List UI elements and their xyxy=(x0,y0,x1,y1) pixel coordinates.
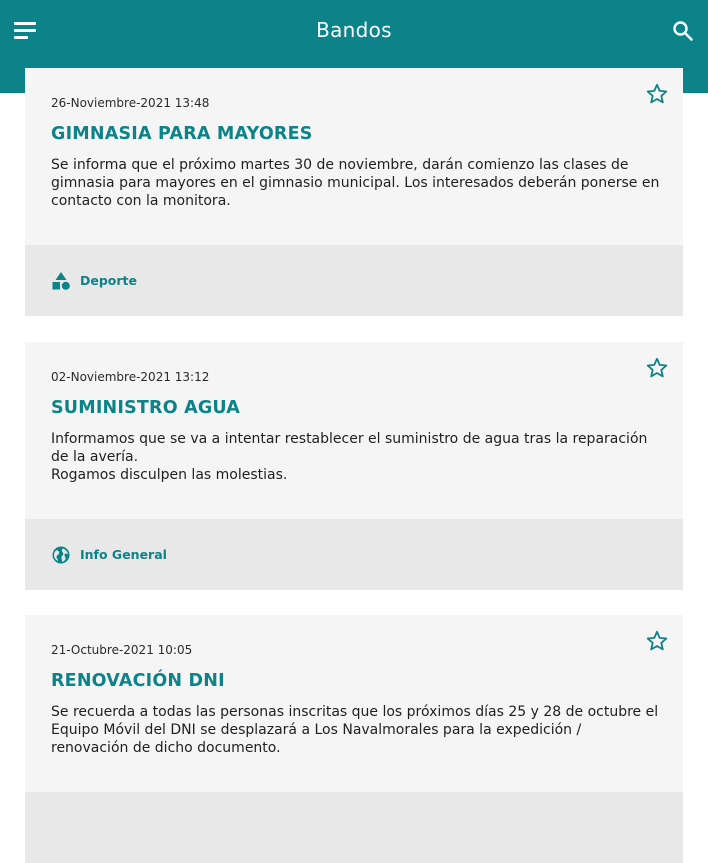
post-category[interactable] xyxy=(25,245,683,316)
post-category[interactable] xyxy=(25,519,683,590)
page-title: Bandos xyxy=(316,18,392,42)
shapes-icon xyxy=(51,271,71,291)
post-title: SUMINISTRO AGUA xyxy=(51,398,241,418)
post-date: 02-Noviembre-2021 13:12 xyxy=(51,370,210,384)
post-date: 26-Noviembre-2021 13:48 xyxy=(51,96,210,110)
star-icon[interactable] xyxy=(645,82,669,106)
star-icon[interactable] xyxy=(645,629,669,653)
star-icon[interactable] xyxy=(645,356,669,380)
globe-icon xyxy=(51,545,71,565)
post-card[interactable] xyxy=(25,342,683,590)
search-icon[interactable] xyxy=(672,20,694,42)
category-label: Info General xyxy=(80,547,167,562)
post-category[interactable] xyxy=(25,792,683,863)
post-card[interactable] xyxy=(25,68,683,316)
post-date: 21-Octubre-2021 10:05 xyxy=(51,643,193,657)
post-body: Informamos que se va a intentar restablecer el suministro de agua tras la reparación de la avería. Rogamos disculpen las molestias. xyxy=(51,431,648,483)
post-title: RENOVACIÓN DNI xyxy=(51,671,225,691)
post-card[interactable] xyxy=(25,615,683,863)
category-label: Deporte xyxy=(80,273,138,288)
post-body: Se recuerda a todas las personas inscritas que los próximos días 25 y 28 de octubre el Equipo Móvil del DNI se desplazará a Los Navalmorales para la expedición / renovación de dicho documento. xyxy=(51,704,659,756)
post-title: GIMNASIA PARA MAYORES xyxy=(51,124,313,144)
post-body: Se informa que el próximo martes 30 de noviembre, darán comienzo las clases de gimnasia para mayores en el gimnasio municipal. Los interesados deberán ponerse en contacto con la monitora. xyxy=(51,157,660,209)
